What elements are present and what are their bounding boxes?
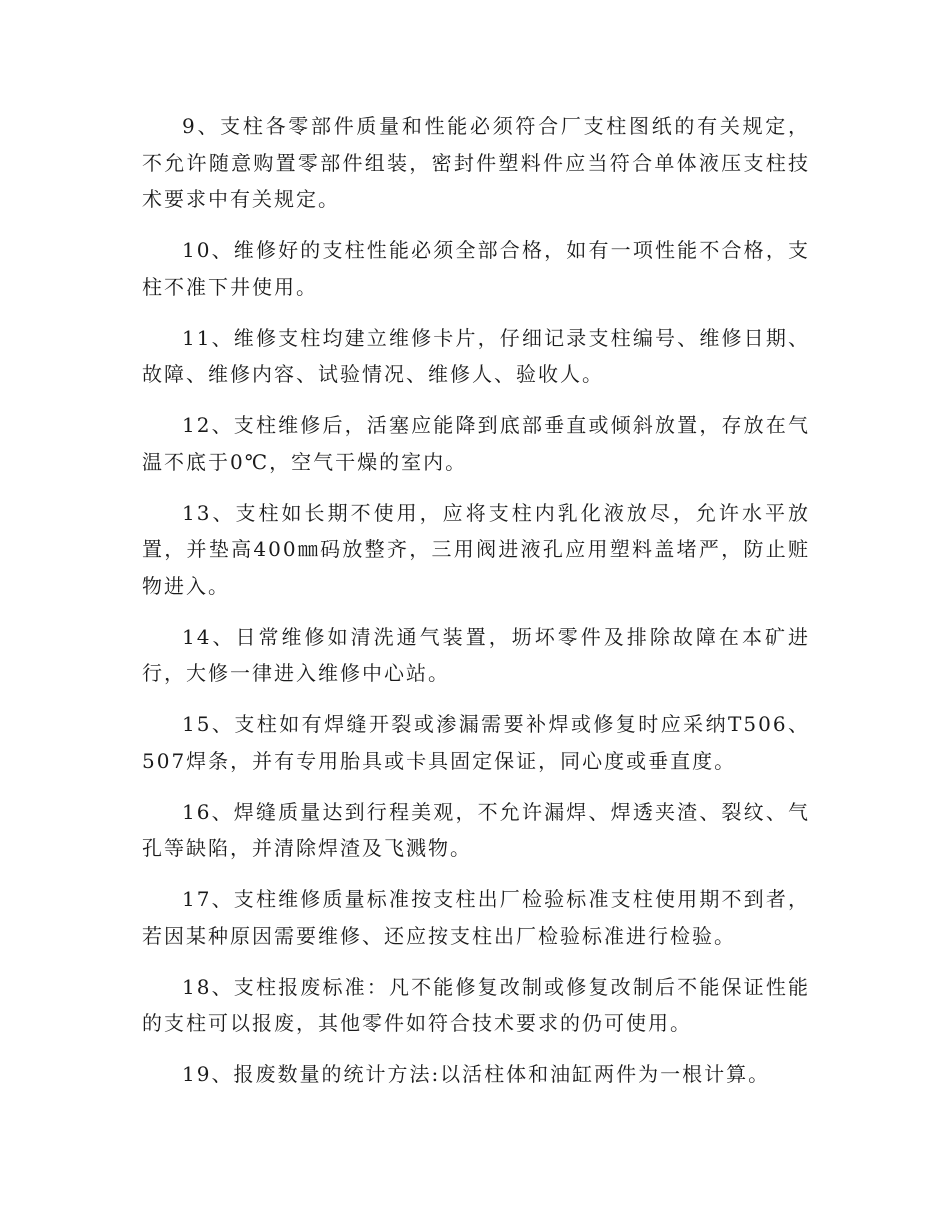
paragraph-14: 14、日常维修如清洗通气装置，坜坏零件及排除故障在本矿进行，大修一律进入维修中心站。 xyxy=(142,624,810,685)
paragraph-19: 19、报废数量的统计方法:以活柱体和油缸两件为一根计算。 xyxy=(182,1062,771,1086)
paragraph-17: 17、支柱维修质量标准按支柱出厂检验标准支柱使用期不到者，若因某种原因需要维修、还应按支柱出厂检验标准进行检验。 xyxy=(142,887,810,948)
paragraph-9: 9、支柱各零部件质量和性能必须符合厂支柱图纸的有关规定，不允许随意购置零部件组装，密封件塑料件应当符合单体液压支柱技术要求中有关规定。 xyxy=(142,114,810,211)
paragraph-10: 10、维修好的支柱性能必须全部合格，如有一项性能不合格，支柱不准下井使用。 xyxy=(142,238,810,299)
paragraph-15: 15、支柱如有焊缝开裂或渗漏需要补焊或修复时应采纳T506、507焊条，并有专用胎具或卡具固定保证，同心度或垂直度。 xyxy=(142,712,810,773)
paragraph-18: 18、支柱报废标准：凡不能修复改制或修复改制后不能保证性能的支柱可以报废，其他零件如符合技术要求的仍可使用。 xyxy=(142,974,810,1035)
paragraph-11: 11、维修支柱均建立维修卡片，仔细记录支柱编号、维修日期、故障、维修内容、试验情况、维修人、验收人。 xyxy=(142,325,810,386)
paragraph-12: 12、支柱维修后，活塞应能降到底部垂直或倾斜放置，存放在气温不底于0℃，空气干燥的室内。 xyxy=(142,413,810,474)
paragraph-13: 13、支柱如长期不使用，应将支柱内乳化液放尽，允许水平放置，并垫高400㎜码放整齐，三用阀进液孔应用塑料盖堵严，防止赃物进入。 xyxy=(142,500,810,598)
document-body xyxy=(142,108,810,1107)
paragraph-16: 16、焊缝质量达到行程美观，不允许漏焊、焊透夹渣、裂纹、气孔等缺陷，并清除焊渣及飞溅物。 xyxy=(142,799,810,860)
